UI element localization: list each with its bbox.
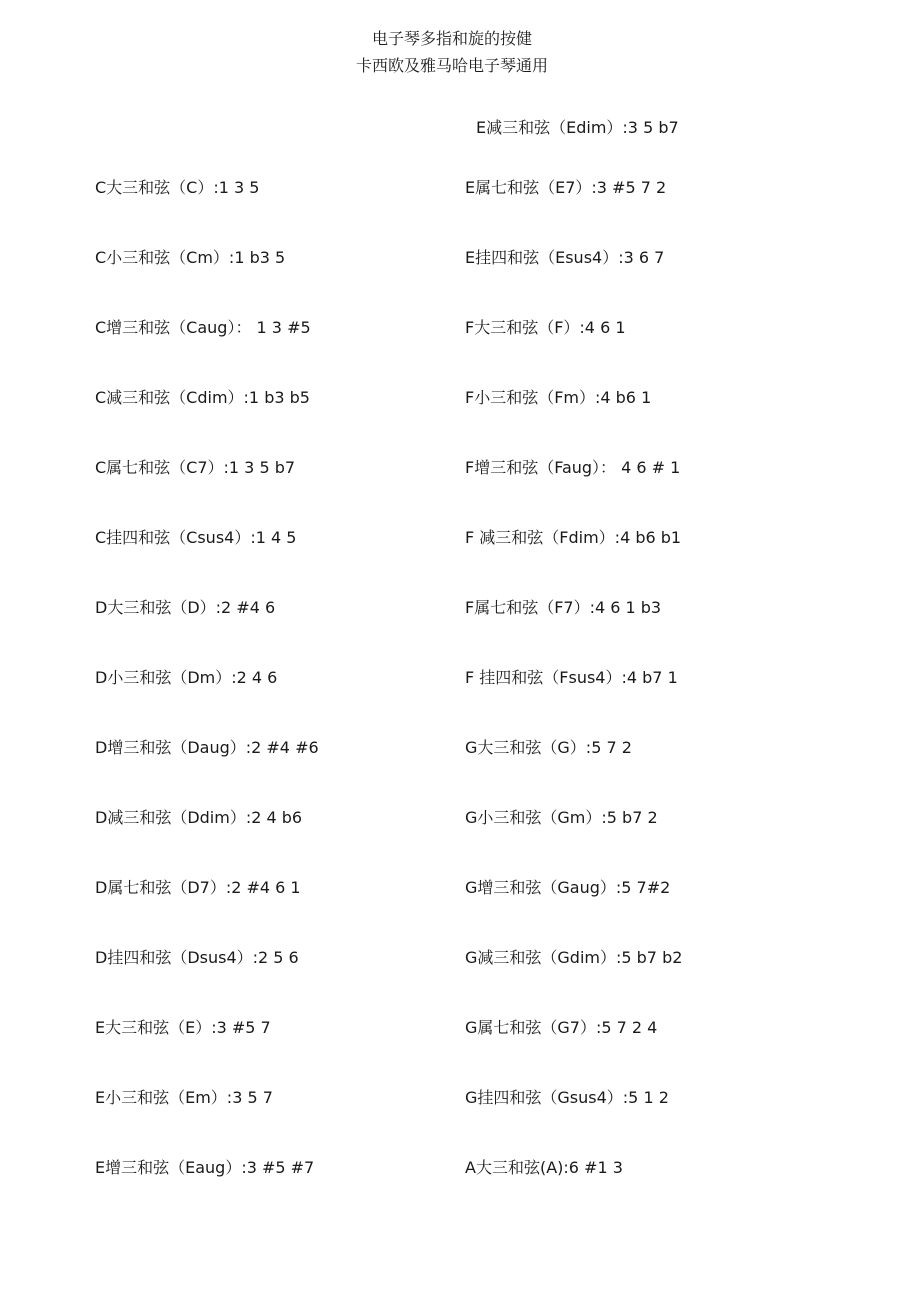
chord-entry: C减三和弦（Cdim）:1 b3 b5 <box>95 388 310 407</box>
chord-entry: C挂四和弦（Csus4）:1 4 5 <box>95 528 297 547</box>
chord-entry: F大三和弦（F）:4 6 1 <box>465 318 626 337</box>
page-subtitle: 卡西欧及雅马哈电子琴通用 <box>355 56 548 75</box>
chord-entry: C大三和弦（C）:1 3 5 <box>95 178 260 197</box>
chord-entry: G大三和弦（G）:5 7 2 <box>465 738 632 757</box>
chord-entry: E大三和弦（E）:3 #5 7 <box>95 1018 271 1037</box>
chord-entry: F 挂四和弦（Fsus4）:4 b7 1 <box>465 668 678 687</box>
chord-entry: A大三和弦(A):6 #1 3 <box>465 1158 623 1177</box>
chord-entry: D大三和弦（D）:2 #4 6 <box>95 598 276 617</box>
chord-entry: E小三和弦（Em）:3 5 7 <box>95 1088 273 1107</box>
chord-entry: F增三和弦（Faug）： 4 6 # 1 <box>465 458 681 477</box>
chord-entry-edim: E减三和弦（Edim）:3 5 b7 <box>476 118 679 137</box>
chord-entry: D减三和弦（Ddim）:2 4 b6 <box>95 808 303 827</box>
chord-entry: E属七和弦（E7）:3 #5 7 2 <box>465 178 667 197</box>
chord-entry: C小三和弦（Cm）:1 b3 5 <box>95 248 286 267</box>
chord-entry: D增三和弦（Daug）:2 #4 #6 <box>95 738 319 757</box>
chord-entry: C增三和弦（Caug）： 1 3 #5 <box>95 318 311 337</box>
chord-entry: F属七和弦（F7）:4 6 1 b3 <box>465 598 662 617</box>
page-title: 电子琴多指和旋的按健 <box>371 29 532 48</box>
chord-entry: C属七和弦（C7）:1 3 5 b7 <box>95 458 296 477</box>
chord-entry: D属七和弦（D7）:2 #4 6 1 <box>95 878 301 897</box>
chord-entry: F小三和弦（Fm）:4 b6 1 <box>465 388 652 407</box>
chord-entry: G小三和弦（Gm）:5 b7 2 <box>465 808 658 827</box>
chord-entry: D挂四和弦（Dsus4）:2 5 6 <box>95 948 299 967</box>
chord-entry: E增三和弦（Eaug）:3 #5 #7 <box>95 1158 315 1177</box>
chord-entry: G挂四和弦（Gsus4）:5 1 2 <box>465 1088 669 1107</box>
chord-entry: D小三和弦（Dm）:2 4 6 <box>95 668 278 687</box>
chord-entry: F 减三和弦（Fdim）:4 b6 b1 <box>465 528 682 547</box>
chord-entry: G增三和弦（Gaug）:5 7#2 <box>465 878 671 897</box>
chord-entry: G减三和弦（Gdim）:5 b7 b2 <box>465 948 683 967</box>
chord-entry: G属七和弦（G7）:5 7 2 4 <box>465 1018 658 1037</box>
chord-entry: E挂四和弦（Esus4）:3 6 7 <box>465 248 665 267</box>
